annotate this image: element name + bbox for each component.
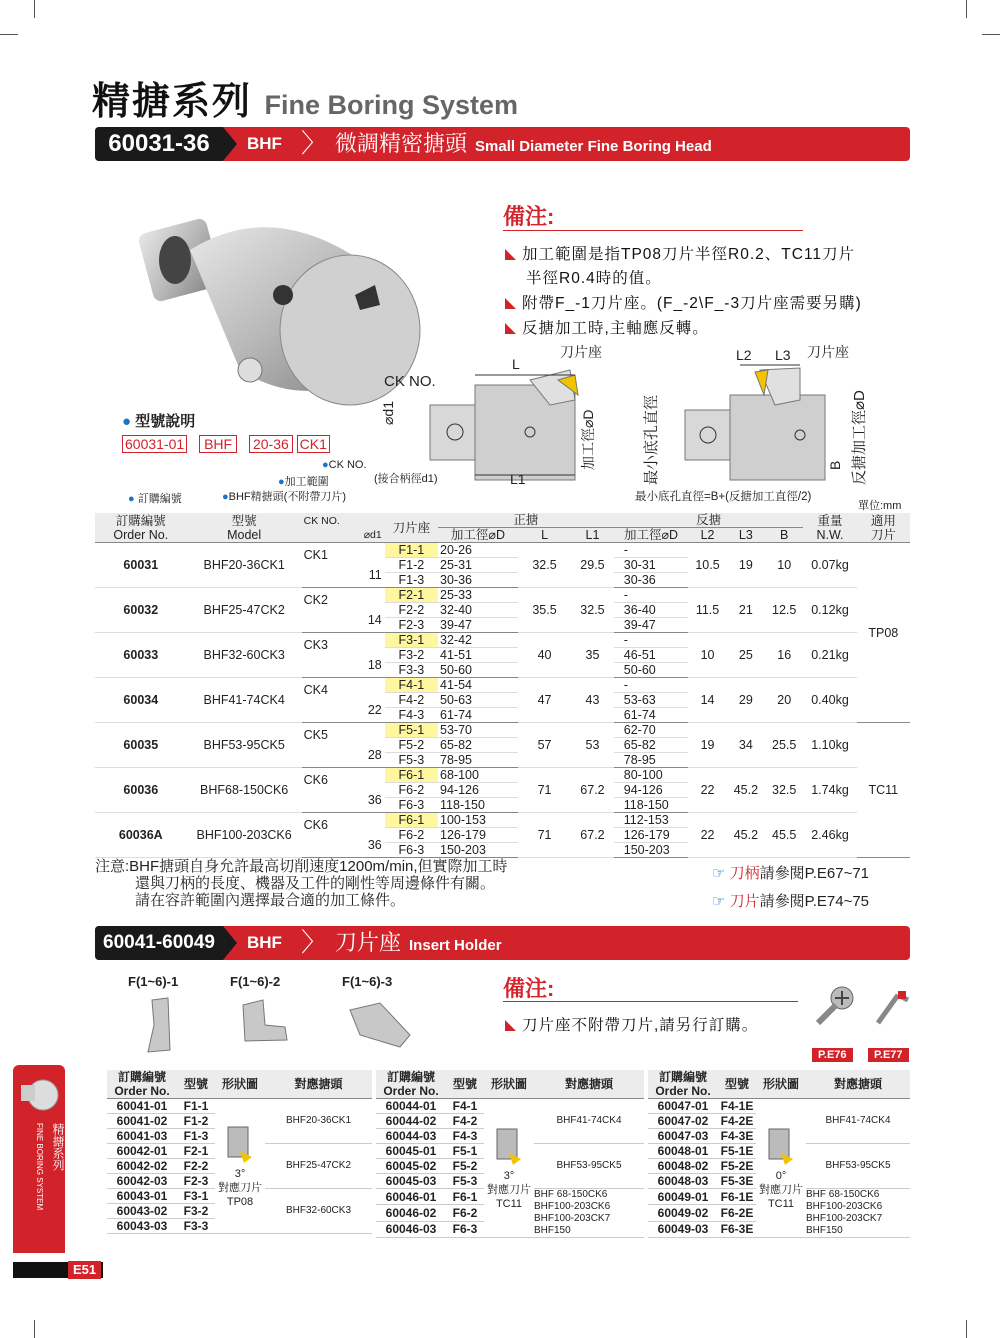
b-label: B xyxy=(827,460,843,470)
table-row: 60044-02 F4-2 xyxy=(376,1114,644,1129)
section-banner-insert-holder xyxy=(95,926,910,960)
page-number: E51 xyxy=(13,1262,103,1278)
screw-icon xyxy=(812,985,857,1030)
dia-label: 加工徑⌀D xyxy=(580,409,596,470)
back-dia-label: 反搪加工徑⌀D xyxy=(851,390,868,485)
note-item: 附帶F_-1刀片座。(F_-2\F_-3刀片座需要另購) xyxy=(505,291,862,313)
table-row: 60045-03 F5-3 xyxy=(376,1174,644,1189)
table-subheader-row: 加工徑⌀D L L1 加工徑⌀D L2 L3 B xyxy=(95,528,910,543)
table-row: 60036A BHF100-203CK6 CK6 36 F6-1 100-153 71 67.2 112-153 22 45.2 45.5 2.46kg xyxy=(95,813,910,828)
chevron-icon: 〉 xyxy=(301,927,328,957)
ref-insert[interactable]: ☞ 刀片請參閱P.E74~75 xyxy=(712,893,870,910)
crop-mark xyxy=(966,0,967,18)
notes-underline xyxy=(503,230,803,231)
table-row: 60049-03 F6-3E xyxy=(648,1221,910,1237)
table-row: 60041-03 F1-3 xyxy=(107,1129,372,1144)
formula-text: 最小底孔直徑=B+(反搪加工直徑/2) xyxy=(635,491,812,503)
ck-sub: (接合柄徑d1) xyxy=(374,473,438,485)
crop-mark xyxy=(34,0,35,18)
banner-brand: BHF xyxy=(247,933,282,952)
table-row: 60041-01 F1-1 3° 對應刀片 TP08 BHF20-36CK1 xyxy=(107,1099,372,1114)
table-row: F6-3 150-203 150-203 xyxy=(95,843,910,858)
side-title-en: FINE BORING SYSTEM xyxy=(35,1123,44,1211)
page-tag[interactable]: P.E77 xyxy=(868,1048,909,1062)
order-note: ● 訂購編號 xyxy=(128,493,182,505)
table-row: 60045-02 F5-2 xyxy=(376,1159,644,1174)
min-hole-label: 最小底孔直徑 xyxy=(643,394,660,485)
table-row: 60049-02 F6-2E xyxy=(648,1205,910,1221)
wrench-icon xyxy=(868,985,913,1030)
insert-holder-shape-icon xyxy=(220,1123,260,1163)
table-row: 60033 BHF32-60CK3 CK3 18 F3-1 32-42 40 35 - 10 25 16 0.21kg xyxy=(95,633,910,648)
banner-code: 60031-36 xyxy=(95,127,223,161)
notes-title-2: 備注: xyxy=(503,976,555,1001)
ck-note: ●CK NO. xyxy=(322,459,367,471)
insert-holder-shape-icon xyxy=(761,1125,801,1165)
page-title xyxy=(92,70,518,125)
table-row: 60042-03 F2-3 xyxy=(107,1174,372,1189)
table-row: 60047-01 F4-1E 0° 對應刀片 TC11 BHF41-74CK4 xyxy=(648,1099,910,1114)
footnote: 注意:BHF搪頭自身允許最高切削速度1200m/min,但實際加工時 還與刀柄的長度、機器及工件的剛性等周邊條件有關。 請在容許範圍內選擇最合適的加工條件。 xyxy=(95,858,508,909)
table-row: 60045-01 F5-1 BHF53-95CK5 xyxy=(376,1144,644,1159)
holder-3-image xyxy=(340,995,420,1055)
table-row: 60048-02 F5-2E xyxy=(648,1159,910,1174)
table-row: 60043-02 F3-2 xyxy=(107,1204,372,1219)
table-row: F4-3 61-74 61-74 xyxy=(95,708,910,723)
banner-title-zh: 微調精密搪頭 xyxy=(335,131,468,156)
table-row: 60032 BHF25-47CK2 CK2 14 F2-1 25-33 35.5 32.5 - 11.5 21 12.5 0.12kg xyxy=(95,588,910,603)
table-row: F3-3 50-60 50-60 xyxy=(95,663,910,678)
banner-brand: BHF xyxy=(247,134,282,153)
bhf-note: ●BHF精搪頭(不附帶刀片) xyxy=(222,491,346,503)
table-row: 60042-01 F2-1 BHF25-47CK2 xyxy=(107,1144,372,1159)
note-item: 刀片座不附帶刀片,請另行訂購。 xyxy=(505,1013,758,1035)
model-code-parts: 60031-01 BHF 20-36 CK1 xyxy=(122,436,330,452)
table-row: F6-3 118-150 118-150 xyxy=(95,798,910,813)
banner-title xyxy=(335,127,712,164)
holder-label: 刀片座 xyxy=(560,344,602,360)
table-row: 60036 BHF68-150CK6 CK6 36 F6-1 68-100 71 67.2 80-100 22 45.2 32.5 1.74kg xyxy=(95,768,910,783)
table-row: 60046-01 F6-1 BHF 68-150CK6 BHF100-203CK6 BHF100-203CK7 BHF150 xyxy=(376,1189,644,1205)
note-item: 反搪加工時,主軸應反轉。 xyxy=(505,316,709,338)
pointing-hand-icon: ☞ xyxy=(712,865,726,882)
table-row: 60048-03 F5-3E xyxy=(648,1174,910,1189)
pointing-hand-icon: ☞ xyxy=(712,893,726,910)
crop-mark xyxy=(966,1320,967,1338)
table-row: 60043-03 F3-3 xyxy=(107,1219,372,1234)
crop-mark xyxy=(0,34,18,35)
crop-mark xyxy=(34,1320,35,1338)
table-row: 60031 BHF20-36CK1 CK1 11 F1-1 20-26 32.5 29.5 - 10.5 19 10 0.07kg TP08 xyxy=(95,543,910,558)
table-header-row: 訂購編號 Order No. 型號 Model CK NO. ⌀d1 刀片座 正搪 反搪 重量 N.W. 適用 刀片 xyxy=(95,513,910,528)
l1-label: L1 xyxy=(510,471,526,487)
bullet-triangle-icon xyxy=(505,249,516,260)
insert-holder-table-1 xyxy=(107,1070,372,1234)
unit-text: 單位:mm xyxy=(858,500,902,512)
table-row: F1-3 30-36 30-36 xyxy=(95,573,910,588)
insert-holder-table-2 xyxy=(376,1070,644,1238)
section-banner-boring-head xyxy=(95,127,910,161)
holder-label-2: F(1~6)-2 xyxy=(230,974,281,989)
range-note: ●加工範圍 xyxy=(278,476,329,488)
note-item: 半徑R0.4時的值。 xyxy=(526,270,662,287)
table-row: 60047-02 F4-2E xyxy=(648,1114,910,1129)
boring-head-thumbnail xyxy=(13,1065,65,1117)
table-row: 60044-01 F4-1 3° 對應刀片 TC11 BHF41-74CK4 xyxy=(376,1099,644,1114)
d1-label: ⌀d1 xyxy=(380,400,396,425)
table-header-row: 訂購編號 Order No. 型號 形狀圖 對應搪頭 xyxy=(648,1070,910,1099)
table-row: 60043-01 F3-1 BHF32-60CK3 xyxy=(107,1189,372,1204)
holder-label-2: 刀片座 xyxy=(807,344,849,360)
holder-label-1: F(1~6)-1 xyxy=(128,974,179,989)
table-header-row: 訂購編號 Order No. 型號 形狀圖 對應搪頭 xyxy=(376,1070,644,1099)
banner-code: 60041-60049 xyxy=(95,926,223,960)
table-row: 60042-02 F2-2 xyxy=(107,1159,372,1174)
table-row: 60046-03 F6-3 xyxy=(376,1221,644,1237)
table-header-row: 訂購編號 Order No. 型號 形狀圖 對應搪頭 xyxy=(107,1070,372,1099)
banner-title-en: Small Diameter Fine Boring Head xyxy=(475,138,712,155)
model-description: ● 型號說明 xyxy=(122,413,196,430)
table-row: 60035 BHF53-95CK5 CK5 28 F5-1 53-70 57 53 62-70 19 34 25.5 1.10kg TC11 xyxy=(95,723,910,738)
crop-mark xyxy=(982,34,1000,35)
table-row: 60041-02 F1-2 xyxy=(107,1114,372,1129)
table-row: 60048-01 F5-1E BHF53-95CK5 xyxy=(648,1144,910,1159)
bullet-triangle-icon xyxy=(505,298,516,309)
table-row: F2-3 39-47 39-47 xyxy=(95,618,910,633)
note-item: 加工範圍是指TP08刀片半徑R0.2、TC11刀片 xyxy=(505,242,855,264)
chevron-icon: 〉 xyxy=(301,128,328,158)
bullet-triangle-icon xyxy=(505,1020,516,1031)
table-row: 60047-03 F4-3E xyxy=(648,1129,910,1144)
side-title-zh: 精搪系列 xyxy=(51,1123,65,1171)
holder-1-image xyxy=(140,995,180,1055)
title-zh: 精搪系列 xyxy=(92,81,253,123)
notes-underline xyxy=(503,1001,798,1002)
l-label: L xyxy=(512,356,520,372)
table-row: 60044-03 F4-3 xyxy=(376,1129,644,1144)
l2-label: L2 xyxy=(736,347,752,363)
table-row: F3-2 41-51 46-51 xyxy=(95,648,910,663)
notes-title: 備注: xyxy=(503,204,555,229)
specification-table xyxy=(95,513,910,858)
table-row: F6-2 94-126 94-126 xyxy=(95,783,910,798)
side-tab xyxy=(13,1065,65,1253)
table-row: F1-2 25-31 30-31 xyxy=(95,558,910,573)
table-row: 60046-02 F6-2 xyxy=(376,1205,644,1221)
insert-holder-shape-icon xyxy=(489,1125,529,1165)
bullet-dot-icon: ● xyxy=(122,413,132,430)
insert-holder-table-3 xyxy=(648,1070,910,1238)
title-en: Fine Boring System xyxy=(264,90,519,120)
table-row: F5-2 65-82 65-82 xyxy=(95,738,910,753)
l3-label: L3 xyxy=(775,347,791,363)
table-row: 60034 BHF41-74CK4 CK4 22 F4-1 41-54 47 43 - 14 29 20 0.40kg xyxy=(95,678,910,693)
page-tag[interactable]: P.E76 xyxy=(812,1048,853,1062)
table-row: F5-3 78-95 78-95 xyxy=(95,753,910,768)
holder-2-image xyxy=(235,995,295,1045)
table-row: F2-2 32-40 36-40 xyxy=(95,603,910,618)
table-row: 60049-01 F6-1E BHF 68-150CK6 BHF100-203CK6 BHF100-203CK7 BHF150 xyxy=(648,1189,910,1205)
banner-title: 刀片座 Insert Holder xyxy=(335,930,502,955)
table-row: F6-2 126-179 126-179 xyxy=(95,828,910,843)
table-row: F4-2 50-63 53-63 xyxy=(95,693,910,708)
bullet-triangle-icon xyxy=(505,323,516,334)
ck-label: CK NO. xyxy=(384,373,436,390)
holder-label-3: F(1~6)-3 xyxy=(342,974,393,989)
ref-shank[interactable]: ☞ 刀柄請參閱P.E67~71 xyxy=(712,865,870,882)
forward-boring-diagram xyxy=(380,345,610,485)
